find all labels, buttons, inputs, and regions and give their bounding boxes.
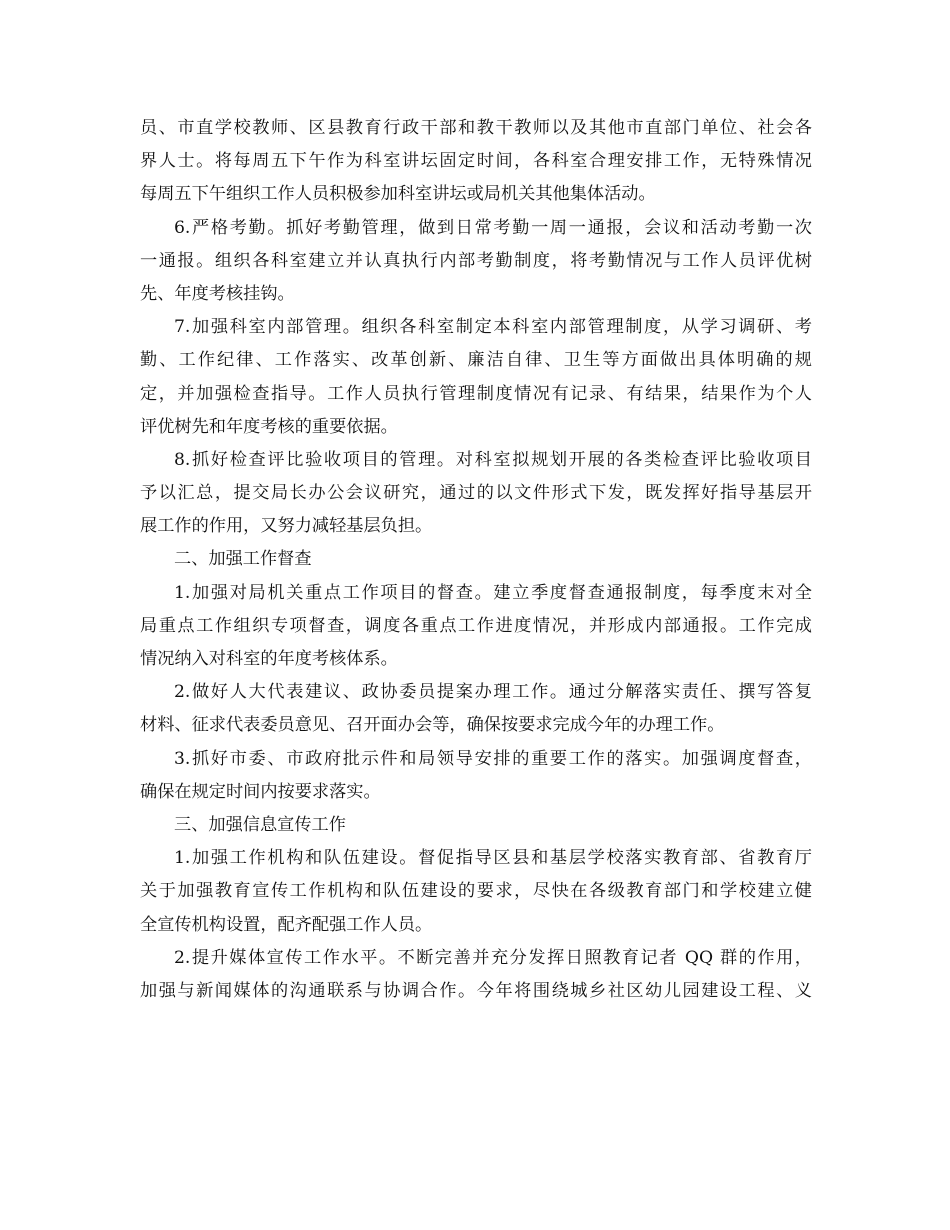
- text-line: 1.加强对局机关重点工作项目的督查。建立季度督查通报制度，每季度末对全: [174, 582, 812, 603]
- text-line: 先、年度考核挂钩。: [140, 283, 295, 304]
- text-line: 1.加强工作机构和队伍建设。督促指导区县和基层学校落实教育部、省教育厅: [174, 848, 812, 869]
- text-line: 每周五下午组织工作人员积极参加科室讲坛或局机关其他集体活动。: [140, 184, 656, 205]
- document-body-text: [140, 112, 812, 1008]
- text-line: 2.做好人大代表建议、政协委员提案办理工作。通过分解落实责任、撰写答复: [174, 682, 812, 703]
- text-line: 展工作的作用，又努力减轻基层负担。: [140, 516, 433, 537]
- text-line: 三、加强信息宣传工作: [174, 814, 346, 835]
- text-line: 2.提升媒体宣传工作水平。不断完善并充分发挥日照教育记者 QQ 群的作用，: [174, 947, 812, 968]
- text-line: 关于加强教育宣传工作机构和队伍建设的要求，尽快在各级教育部门和学校建立健: [140, 881, 812, 902]
- text-line: 7.加强科室内部管理。组织各科室制定本科室内部管理制度，从学习调研、考: [174, 317, 812, 338]
- text-line: 勤、工作纪律、工作落实、改革创新、廉洁自律、卫生等方面做出具体明确的规: [140, 350, 812, 371]
- text-line: 局重点工作组织专项督查，调度各重点工作进度情况，并形成内部通报。工作完成: [140, 615, 812, 636]
- text-line: 全宣传机构设置，配齐配强工作人员。: [140, 914, 433, 935]
- text-line: 6.严格考勤。抓好考勤管理，做到日常考勤一周一通报，会议和活动考勤一次: [174, 217, 812, 238]
- text-line: 8.抓好检查评比验收项目的管理。对科室拟规划开展的各类检查评比验收项目: [174, 449, 812, 470]
- text-line: 情况纳入对科室的年度考核体系。: [140, 649, 398, 669]
- text-line: 确保在规定时间内按要求落实。: [140, 781, 381, 802]
- text-line: 予以汇总，提交局长办公会议研究，通过的以文件形式下发，既发挥好指导基层开: [140, 483, 812, 504]
- text-line: 员、市直学校教师、区县教育行政干部和教干教师以及其他市直部门单位、社会各: [140, 118, 812, 138]
- text-line: 评优树先和年度考核的重要依据。: [140, 416, 398, 437]
- text-line: 加强与新闻媒体的沟通联系与协调合作。今年将围绕城乡社区幼儿园建设工程、义: [140, 980, 812, 1001]
- text-line: 定，并加强检查指导。工作人员执行管理制度情况有记录、有结果，结果作为个人: [140, 383, 812, 404]
- text-line: 二、加强工作督查: [174, 549, 312, 570]
- text-line: 材料、征求代表委员意见、召开面办会等，确保按要求完成今年的办理工作。: [140, 715, 725, 736]
- text-line: 一通报。组织各科室建立并认真执行内部考勤制度，将考勤情况与工作人员评优树: [140, 250, 812, 271]
- text-line: 3.抓好市委、市政府批示件和局领导安排的重要工作的落实。加强调度督查，: [174, 748, 812, 769]
- text-line: 界人士。将每周五下午作为科室讲坛固定时间，各科室合理安排工作，无特殊情况: [140, 151, 812, 172]
